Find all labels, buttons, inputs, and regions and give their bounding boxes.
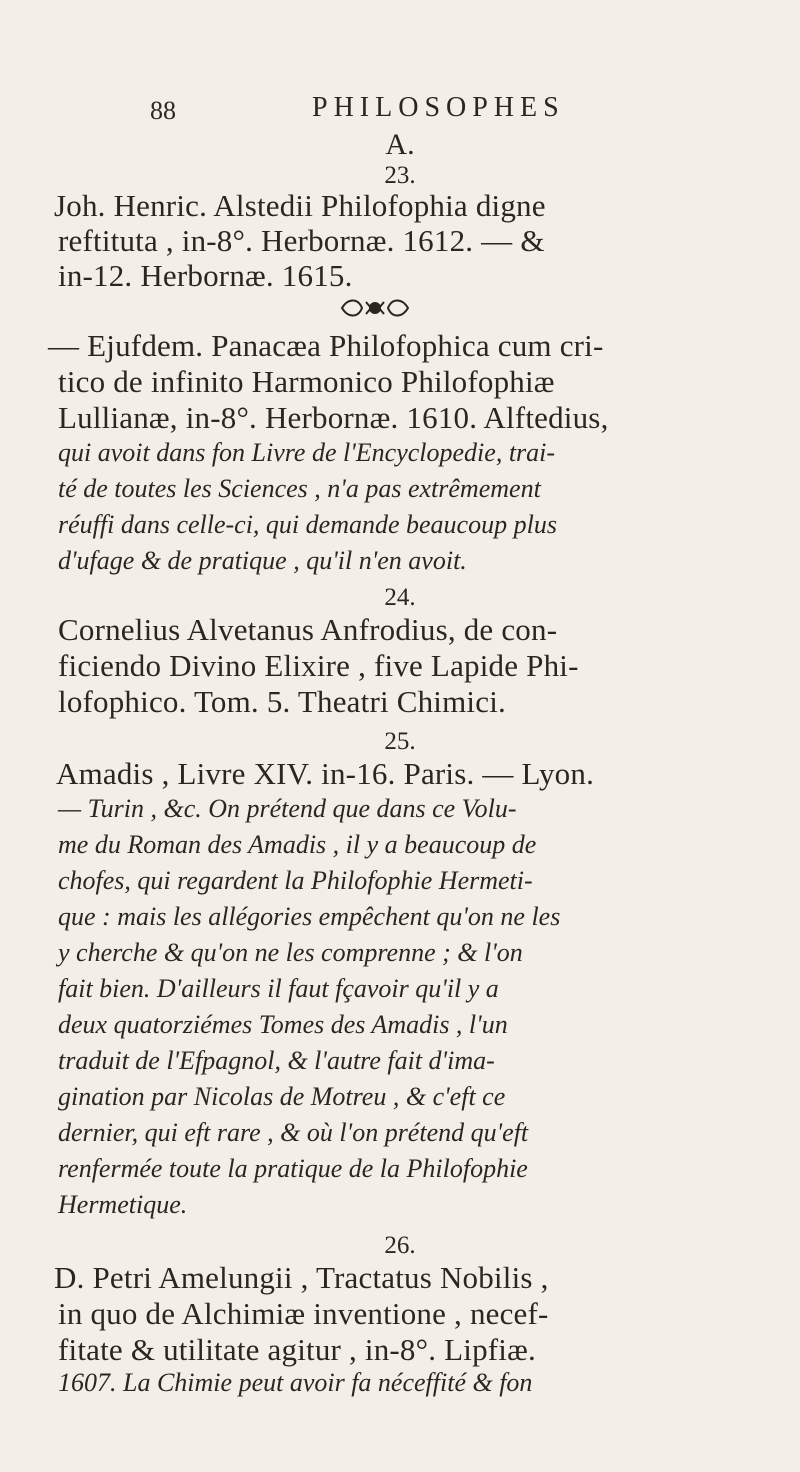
entry-number: 24. [384, 584, 416, 611]
entry-line: 1607. La Chimie peut avoir fa néceffité & fon [58, 1368, 533, 1397]
entry-number: 23. [384, 162, 416, 189]
entry-line: Lullianæ, in-8°. Herbornæ. 1610. Alftedius, [58, 400, 609, 435]
entry-line: traduit de l'Efpagnol, & l'autre fait d'ima- [58, 1046, 495, 1075]
entry-line: in quo de Alchimiæ inventione , necef- [58, 1296, 549, 1331]
fleuron-ornament-icon [338, 296, 412, 320]
entry-line: qui avoit dans fon Livre de l'Encyclopedie, trai- [58, 438, 556, 467]
entry-number: 26. [384, 1232, 416, 1259]
entry-line: — Turin , &c. On prétend que dans ce Volu- [58, 794, 517, 823]
entry-line: Amadis , Livre XIV. in-16. Paris. — Lyon. [56, 756, 595, 791]
entry-line: y cherche & qu'on ne les comprenne ; & l'on [58, 938, 523, 967]
entry-line: réuffi dans celle-ci, qui demande beaucoup plus [58, 510, 557, 539]
entry-line: reftituta , in-8°. Herbornæ. 1612. — & [58, 223, 545, 258]
entry-line: me du Roman des Amadis , il y a beaucoup de [58, 830, 537, 859]
entry-line: fait bien. D'ailleurs il faut fçavoir qu'il y a [58, 974, 499, 1003]
page-number: 88 [150, 96, 176, 125]
entry-line: tico de infinito Harmonico Philofophiæ [58, 364, 555, 399]
entry-line: té de toutes les Sciences , n'a pas extrêmement [58, 474, 541, 503]
entry-line: fitate & utilitate agitur , in-8°. Lipfiæ. [58, 1332, 536, 1367]
entry-number: 25. [384, 728, 416, 755]
entry-line: d'ufage & de pratique , qu'il n'en avoit. [58, 546, 467, 575]
entry-line: — Ejufdem. Panacæa Philofophica cum cri- [48, 328, 604, 363]
entry-line: Joh. Henric. Alstedii Philofophia digne [54, 188, 546, 223]
section-letter: A. [385, 128, 415, 161]
entry-line: deux quatorziémes Tomes des Amadis , l'un [58, 1010, 508, 1039]
entry-line: Cornelius Alvetanus Anfrodius, de con- [58, 612, 558, 647]
entry-line: chofes, qui regardent la Philofophie Hermeti- [58, 866, 533, 895]
entry-line: renfermée toute la pratique de la Philofophie [58, 1154, 528, 1183]
entry-line: in-12. Herbornæ. 1615. [58, 258, 353, 293]
entry-line: ficiendo Divino Elixire , five Lapide Phi- [58, 648, 579, 683]
entry-line: D. Petri Amelungii , Tractatus Nobilis , [54, 1260, 549, 1295]
entry-line: dernier, qui eft rare , & où l'on prétend qu'eft [58, 1118, 529, 1147]
entry-line: gination par Nicolas de Motreu , & c'eft ce [58, 1082, 506, 1111]
entry-line: Hermetique. [58, 1190, 188, 1219]
entry-line: lofophico. Tom. 5. Theatri Chimici. [58, 684, 506, 719]
entry-line: que : mais les allégories empêchent qu'on ne les [58, 902, 561, 931]
running-title: PHILOSOPHES [312, 92, 565, 123]
